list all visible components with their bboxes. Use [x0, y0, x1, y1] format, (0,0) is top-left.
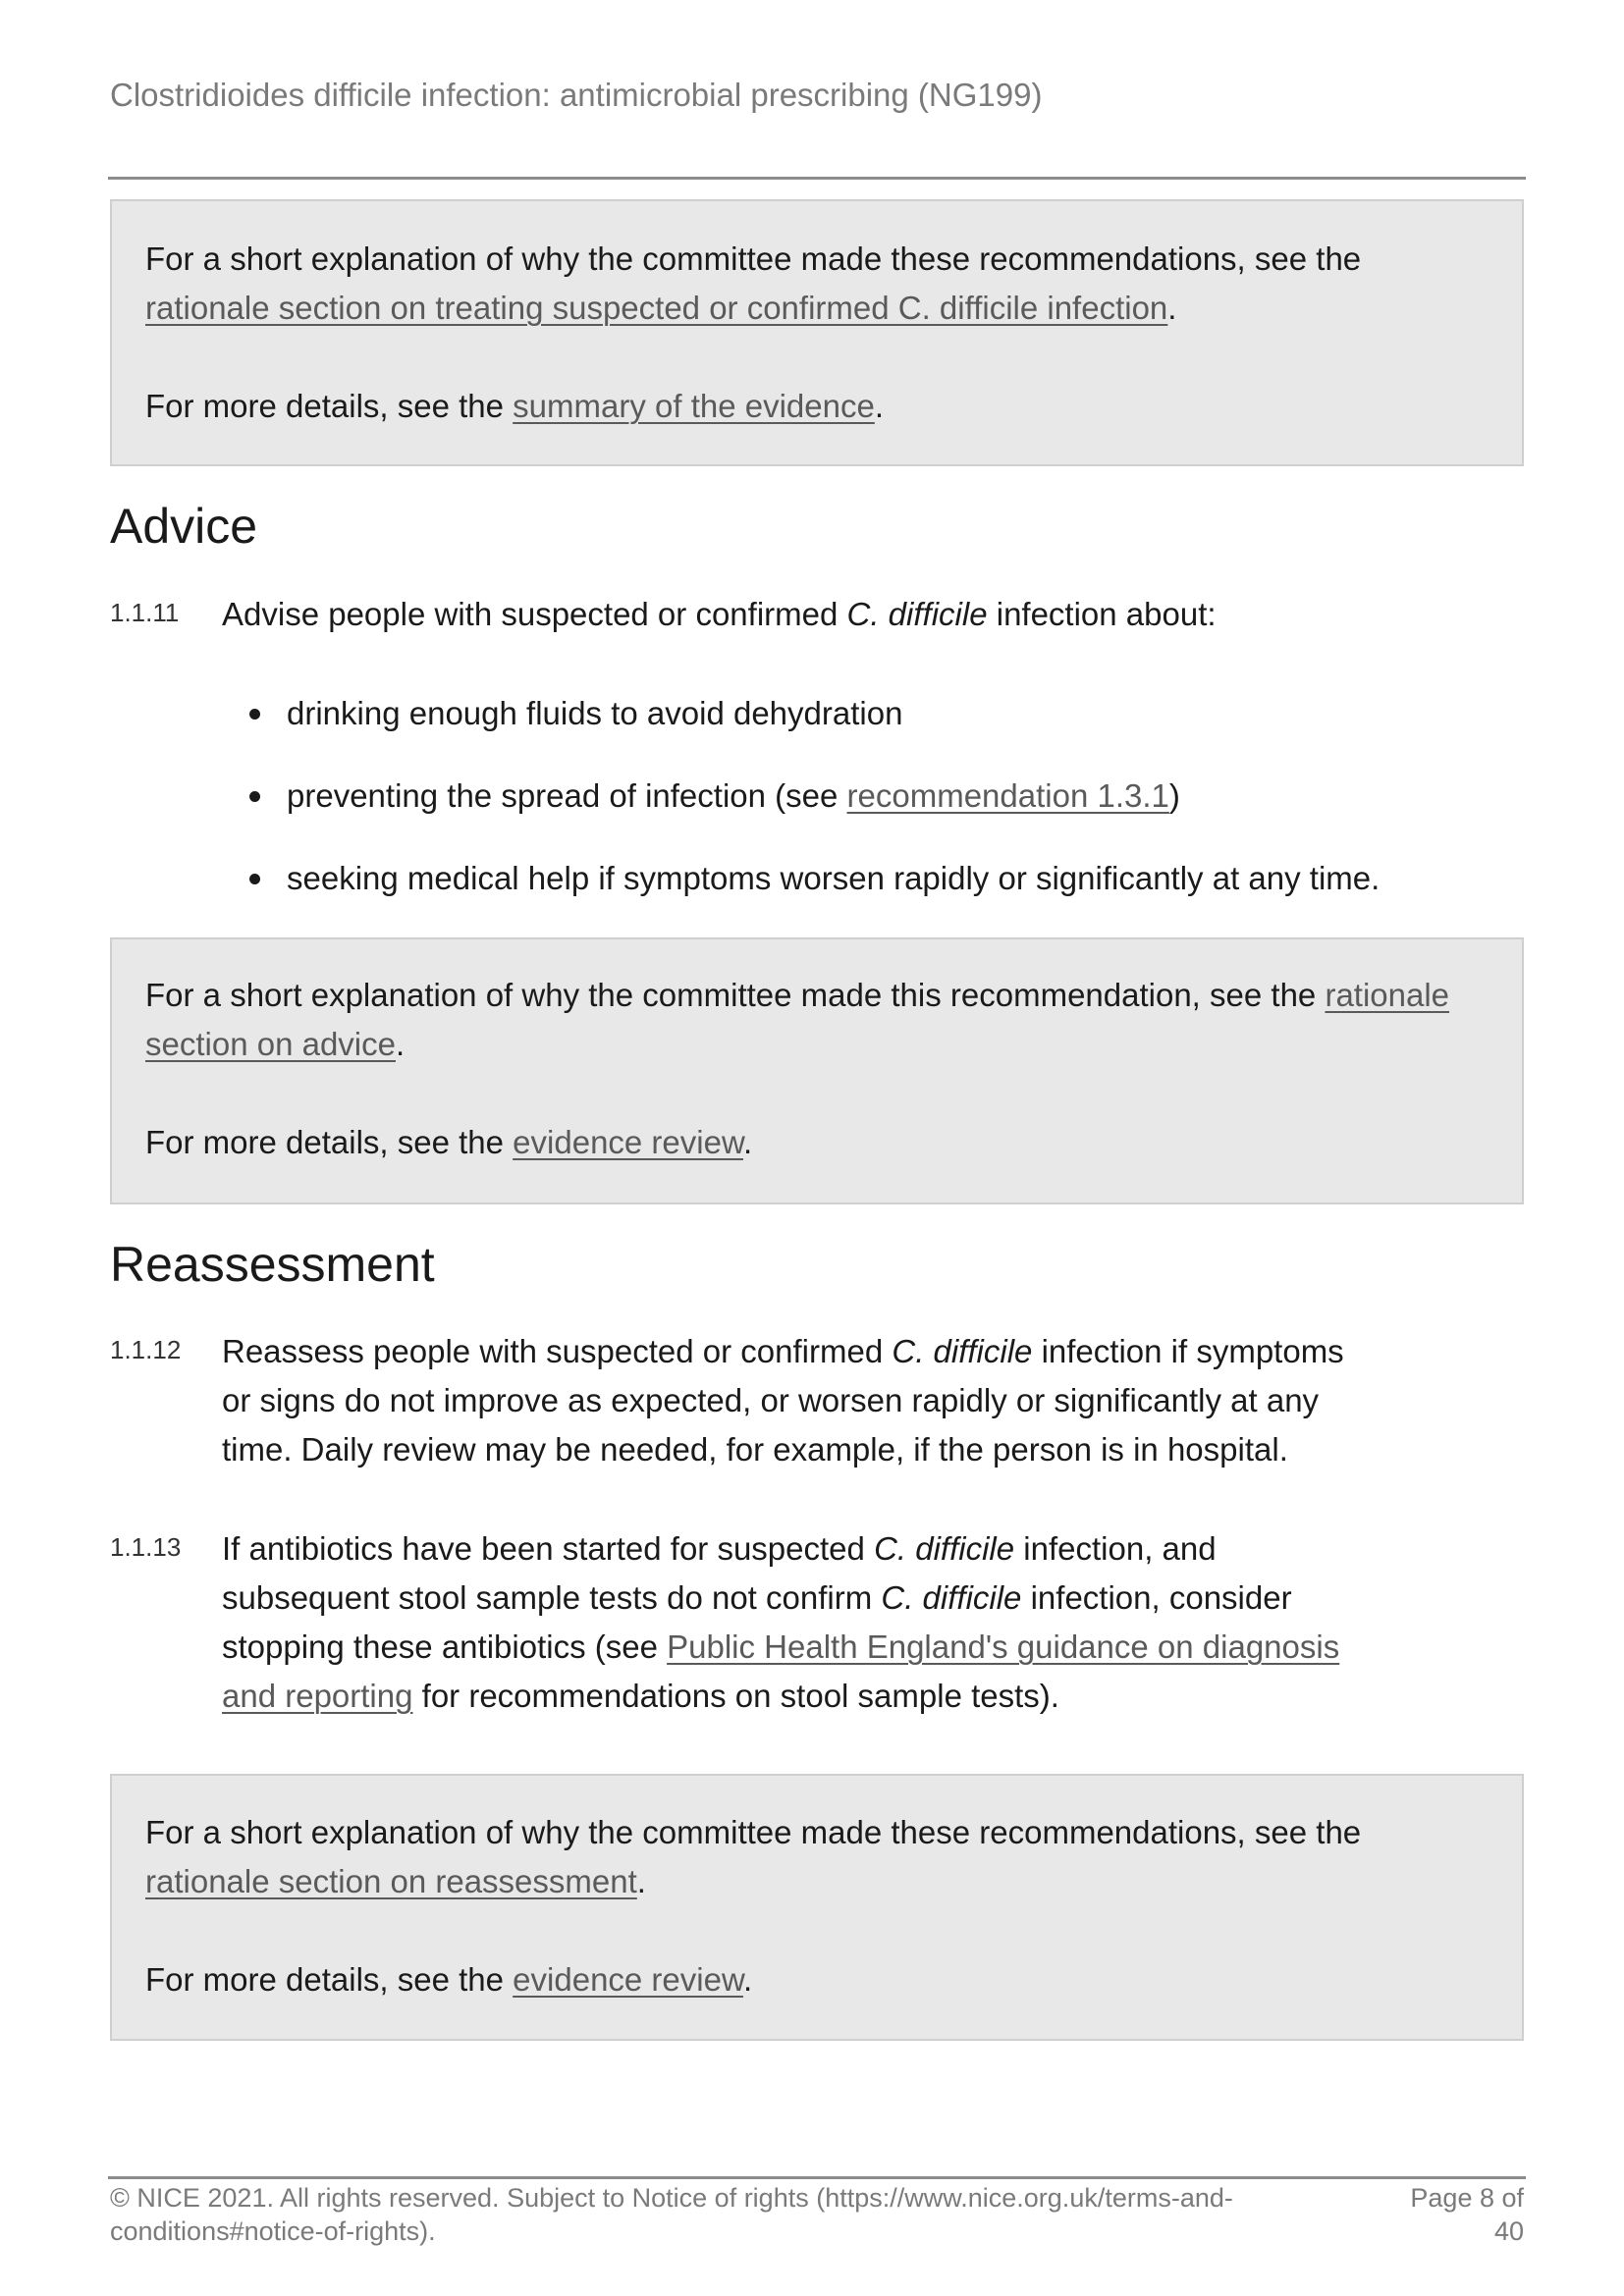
page-header-title: Clostridioides difficile infection: antimicrobial prescribing (NG199): [110, 77, 1043, 113]
bullet-icon: [249, 709, 260, 720]
recommendation-1-3-1-link[interactable]: recommendation 1.3.1: [846, 777, 1169, 814]
rec-text-part: If antibiotics have been started for suspected: [222, 1530, 875, 1567]
phe-guidance-link[interactable]: Public Health England's guidance on diagnosis and reporting: [222, 1629, 1340, 1714]
panel-text: .: [874, 388, 885, 424]
advice-bullet-list: [245, 689, 1380, 936]
list-item: [245, 689, 1380, 738]
header-divider: [108, 177, 1526, 180]
panel-text: .: [1167, 290, 1177, 326]
list-item-text: seeking medical help if symptoms worsen rapidly or significantly at any time.: [287, 860, 1380, 896]
bullet-icon: [249, 791, 260, 802]
rec-text-italic: C. difficile: [846, 596, 988, 632]
recommendation-1-1-12: [110, 1327, 1416, 1474]
rec-text-part: infection, and subsequent stool sample tests do not confirm: [222, 1530, 1217, 1616]
rationale-advice-link[interactable]: rationale section on advice: [145, 977, 1450, 1062]
evidence-review-link[interactable]: evidence review: [513, 1961, 743, 1998]
list-item-text: ): [1168, 777, 1180, 814]
footer-divider: [108, 2176, 1526, 2179]
list-item: [245, 854, 1380, 903]
rec-text-italic: C. difficile: [881, 1579, 1022, 1616]
panel-text: .: [636, 1863, 646, 1899]
evidence-review-link[interactable]: evidence review: [513, 1124, 743, 1160]
panel-text: For more details, see the: [145, 1961, 514, 1998]
panel-paragraph: [145, 1118, 1489, 1167]
rec-text-italic: C. difficile: [874, 1530, 1015, 1567]
panel-paragraph: [145, 1955, 1489, 2004]
recommendation-text: [222, 1524, 1341, 1721]
panel-text: For more details, see the: [145, 388, 514, 424]
summary-evidence-link[interactable]: summary of the evidence: [513, 388, 875, 424]
list-item-text: preventing the spread of infection (see: [287, 777, 847, 814]
list-item-text: drinking enough fluids to avoid dehydration: [287, 695, 903, 731]
panel-text: For more details, see the: [145, 1124, 514, 1160]
panel-paragraph: [145, 382, 1489, 431]
rationale-panel-treating: [110, 199, 1524, 466]
recommendation-text: [222, 1327, 1351, 1474]
bullet-icon: [249, 874, 260, 884]
rationale-reassessment-link[interactable]: rationale section on reassessment: [145, 1863, 637, 1899]
panel-text: For a short explanation of why the committee made this recommendation, see the: [145, 977, 1326, 1013]
rationale-treating-link[interactable]: rationale section on treating suspected or confirmed C. difficile infection: [145, 290, 1168, 326]
rec-text-part: for recommendations on stool sample tests).: [412, 1678, 1059, 1714]
rec-text-part: infection about:: [987, 596, 1217, 632]
rec-text-part: Reassess people with suspected or confirmed: [222, 1333, 893, 1369]
footer-page-number: Page 8 of 40: [1410, 2183, 1524, 2246]
rec-text-italic: C. difficile: [892, 1333, 1033, 1369]
panel-text: For a short explanation of why the committee made these recommendations, see the: [145, 1814, 1362, 1850]
recommendation-1-1-11: [110, 590, 1416, 639]
panel-paragraph: [145, 235, 1489, 333]
reassessment-heading: Reassessment: [110, 1237, 435, 1292]
rationale-panel-reassessment: [110, 1774, 1524, 2041]
panel-paragraph: [145, 971, 1489, 1069]
panel-text: .: [742, 1124, 753, 1160]
recommendation-number: 1.1.13: [110, 1532, 182, 1562]
list-item: [245, 772, 1380, 821]
recommendation-text: [222, 590, 1416, 639]
panel-text: .: [742, 1961, 753, 1998]
rec-text-part: infection if symptoms or signs do not improve as expected, or worsen rapidly or significantly at any time. Daily review may be needed, for example, if the person is in hospital.: [222, 1333, 1344, 1468]
rec-text-part: Advise people with suspected or confirmed: [222, 596, 847, 632]
recommendation-number: 1.1.12: [110, 1335, 182, 1364]
recommendation-number: 1.1.11: [110, 598, 180, 627]
footer-copyright: © NICE 2021. All rights reserved. Subject to Notice of rights (https://www.nice.org.uk/terms-and-conditions#notice-of-rights).: [110, 2183, 1233, 2246]
panel-text: .: [396, 1026, 406, 1062]
panel-paragraph: [145, 1808, 1489, 1906]
recommendation-1-1-13: [110, 1524, 1416, 1721]
advice-heading: Advice: [110, 499, 258, 554]
rationale-panel-advice: [110, 937, 1524, 1204]
rec-text-part: infection, consider stopping these antibiotics (see: [222, 1579, 1292, 1665]
panel-text: For a short explanation of why the committee made these recommendations, see the: [145, 240, 1362, 277]
